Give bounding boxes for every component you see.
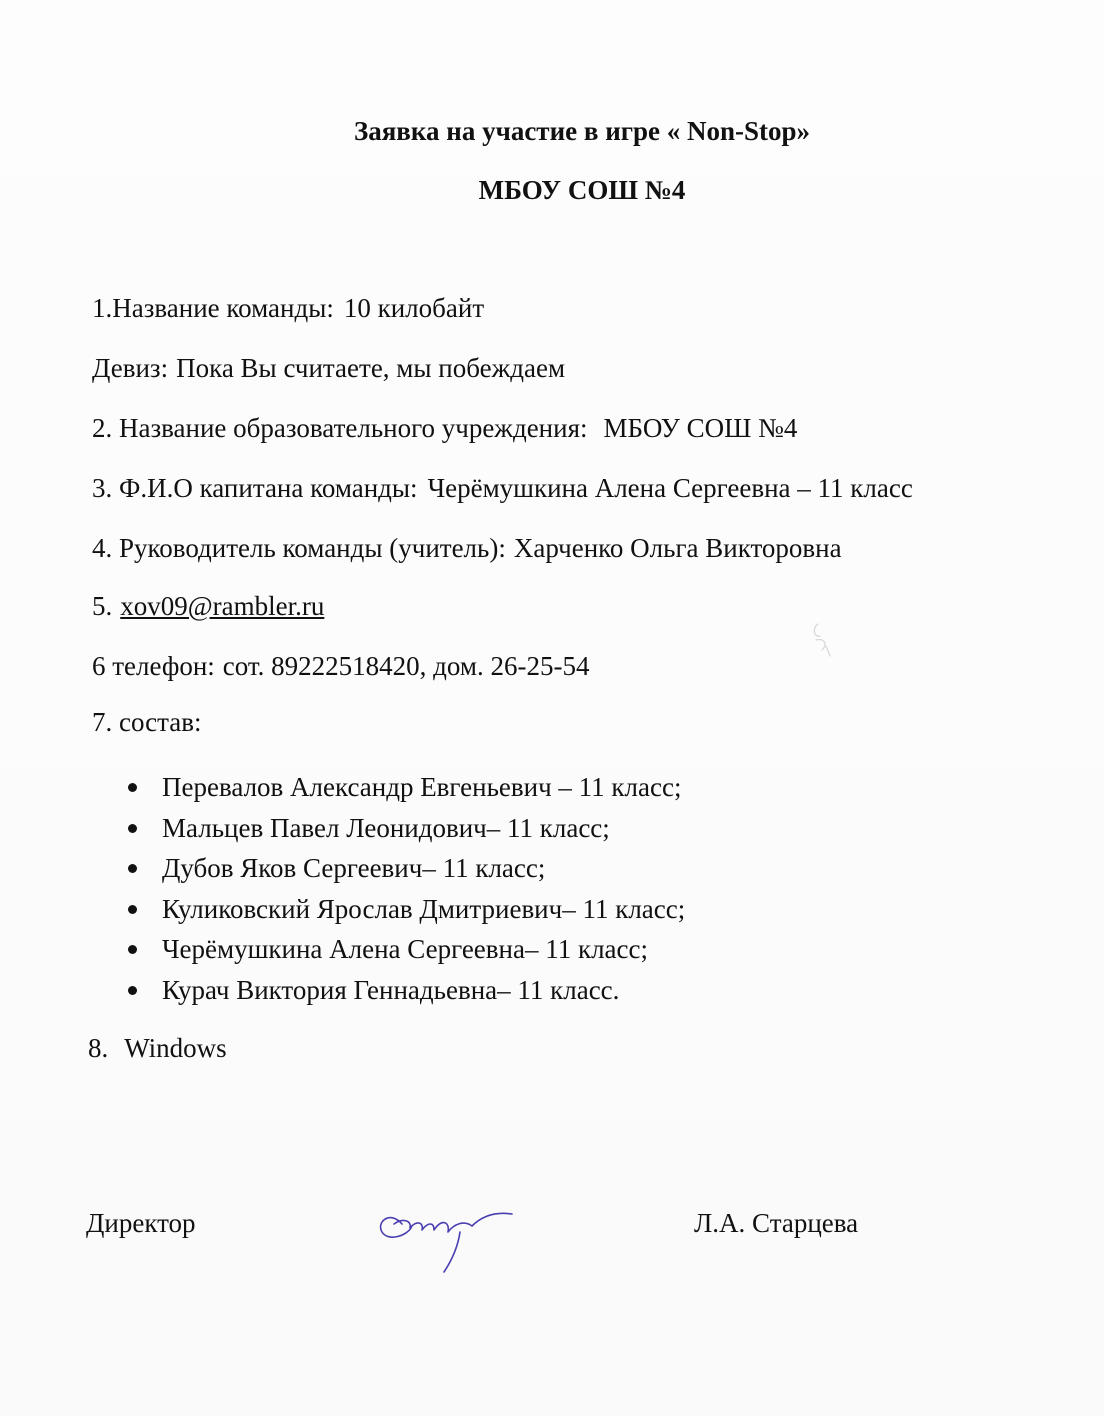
motto-label: Девиз: <box>92 353 169 383</box>
phone-line <box>92 650 589 682</box>
composition-label: 7. состав: <box>92 707 202 737</box>
email-link[interactable]: xov09@rambler.ru <box>120 591 325 621</box>
bullet-icon <box>128 783 137 792</box>
os-label: 8. <box>88 1033 109 1063</box>
motto-value: Пока Вы считаете, мы побеждаем <box>176 353 566 383</box>
list-item <box>128 929 685 970</box>
os-line <box>88 1032 227 1064</box>
list-item <box>128 808 685 849</box>
list-item <box>128 848 685 889</box>
os-value: Windows <box>124 1033 227 1063</box>
leader-value: Харченко Ольга Викторовна <box>513 533 842 563</box>
list-item <box>128 889 685 930</box>
composition-line <box>92 706 202 738</box>
bullet-icon <box>128 864 137 873</box>
captain-value: Черёмушкина Алена Сергеевна – 11 класс <box>427 473 913 503</box>
team-name-label: 1.Название команды: <box>92 293 334 323</box>
phone-value: сот. 89222518420, дом. 26-25-54 <box>222 651 590 681</box>
email-line <box>92 590 324 622</box>
institution-value: МБОУ СОШ №4 <box>603 413 798 443</box>
institution-line <box>92 412 797 444</box>
member-name: Куликовский Ярослав Дмитриевич– 11 класс; <box>162 893 686 924</box>
handwritten-signature <box>372 1188 522 1278</box>
leader-line <box>92 532 842 564</box>
captain-line <box>92 472 913 504</box>
member-name: Перевалов Александр Евгеньевич – 11 класс; <box>162 772 682 802</box>
bullet-icon <box>128 945 137 954</box>
director-role: Директор <box>86 1208 196 1238</box>
member-name: Дубов Яков Сергеевич– 11 класс; <box>162 853 546 883</box>
bullet-icon <box>128 824 137 833</box>
list-item <box>128 767 685 808</box>
director-name: Л.А. Старцева <box>694 1208 859 1238</box>
institution-label: 2. Название образовательного учреждения: <box>92 413 588 443</box>
list-item <box>128 970 685 1011</box>
school-heading: МБОУ СОШ №4 <box>478 175 686 205</box>
phone-label: 6 телефон: <box>92 651 215 681</box>
motto-line <box>92 352 565 384</box>
faint-pencil-mark <box>808 616 838 660</box>
member-name: Черёмушкина Алена Сергеевна– 11 класс; <box>162 934 649 964</box>
bullet-icon <box>128 986 137 995</box>
team-members-list <box>128 767 685 1010</box>
document-title: Заявка на участие в игре « Non-Stop» <box>353 116 811 146</box>
team-name-value: 10 килобайт <box>343 293 485 323</box>
member-name: Мальцев Павел Леонидович– 11 класс; <box>162 812 610 843</box>
team-name-line <box>92 292 484 324</box>
captain-label: 3. Ф.И.О капитана команды: <box>92 473 418 503</box>
member-name: Курач Виктория Геннадьевна– 11 класс. <box>162 974 620 1005</box>
leader-label: 4. Руководитель команды (учитель): <box>92 533 506 563</box>
email-label: 5. <box>92 591 113 621</box>
bullet-icon <box>128 905 137 914</box>
